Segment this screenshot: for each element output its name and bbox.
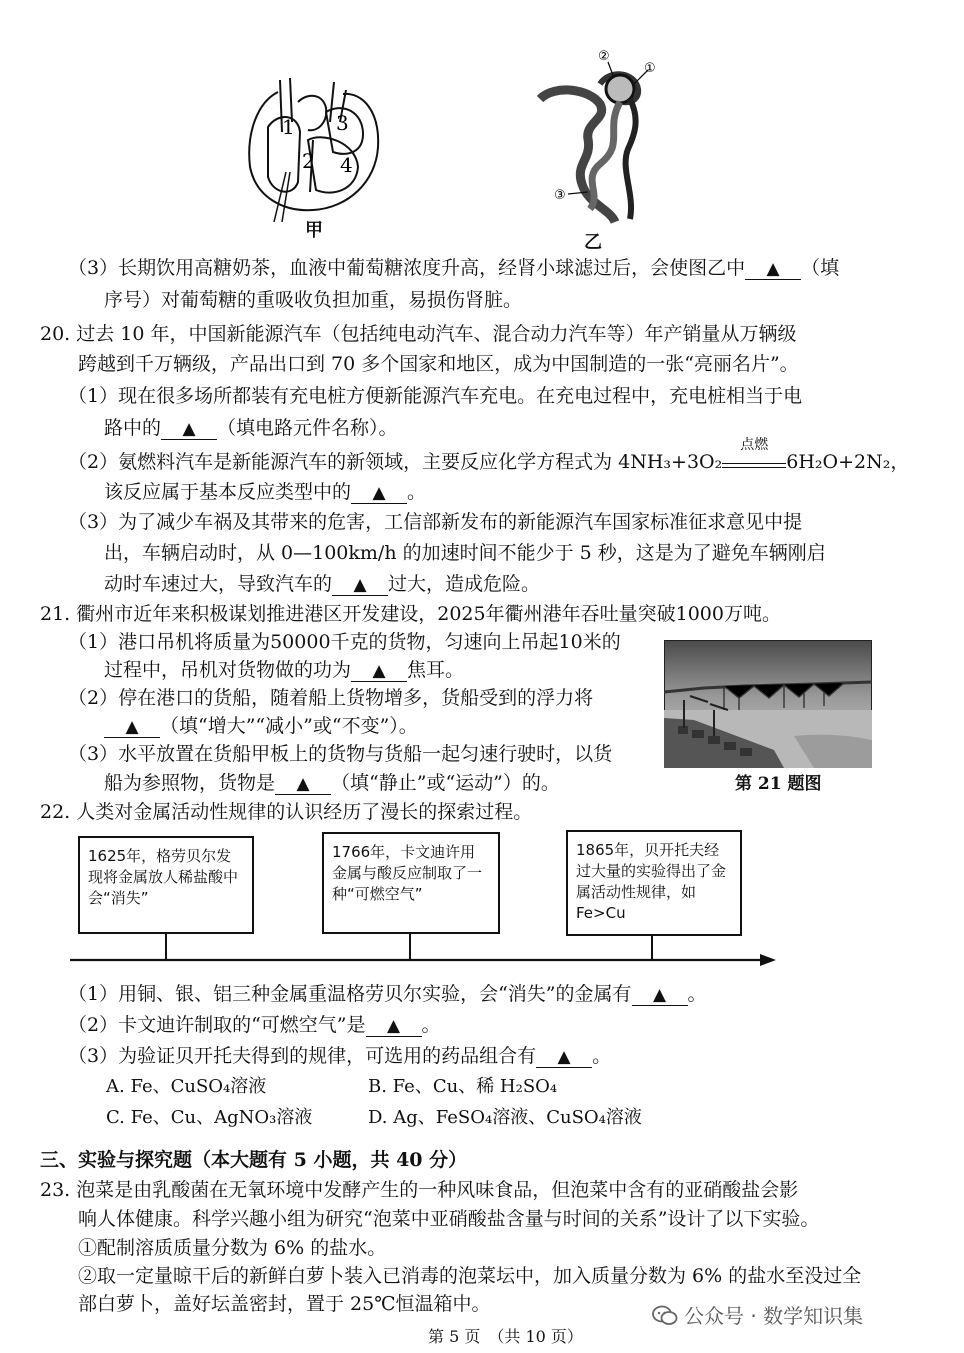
- q22-2: （2）卡文迪许制取的“可燃空气”是 ▲ 。: [68, 1014, 441, 1036]
- q20-stem-1: 20. 过去 10 年，中国新能源汽车（包括纯电动汽车、混合动力汽车等）年产销量从万辆级: [40, 323, 797, 345]
- section-title: 三、实验与探究题（本大题有 5 小题，共 40 分）: [40, 1149, 468, 1171]
- q20-stem-2: 跨越到千万辆级，产品出口到 70 多个国家和地区，成为中国制造的一张“亮丽名片”。: [78, 353, 799, 375]
- q22-1: （1）用铜、银、铝三种金属重温格劳贝尔实验，会“消失”的金属有 ▲ 。: [68, 983, 707, 1005]
- q19-3-line-2: 序号）对葡萄糖的重吸收负担加重，易损伤肾脏。: [104, 289, 523, 311]
- heart-chamber-4: 4: [340, 153, 353, 177]
- option-a[interactable]: A. Fe、CuSO₄溶液: [106, 1076, 267, 1097]
- option-b[interactable]: B. Fe、Cu、稀 H₂SO₄: [368, 1076, 558, 1097]
- q23-step-2-line-2: 部白萝卜，盖好坛盖密封，置于 25℃恒温箱中。: [78, 1293, 491, 1315]
- q21-2-line-1: （2）停在港口的货船，随着船上货物增多，货船受到的浮力将: [68, 687, 594, 709]
- heart-chamber-2: 2: [302, 149, 315, 173]
- reaction-condition: 点燃: [740, 437, 769, 453]
- q20-3-line-2: 出，车辆启动时，从 0—100km/h 的加速时间不能少于 5 秒，这是为了避免车辆刚启: [104, 542, 826, 564]
- q20-2-line-2: 该反应属于基本反应类型中的 ▲ 。: [104, 481, 427, 503]
- q23-stem-1: 23. 泡菜是由乳酸菌在无氧环境中发酵产生的一种风味食品，但泡菜中含有的亚硝酸盐会影: [40, 1179, 799, 1201]
- heart-chamber-1: 1: [282, 115, 295, 139]
- q21-3-line-2: 船为参照物，货物是 ▲ （填“静止”或“运动”）的。: [104, 772, 560, 794]
- option-d[interactable]: D. Ag、FeSO₄溶液、CuSO₄溶液: [368, 1107, 642, 1128]
- timeline-axis: [60, 930, 780, 970]
- timeline-box-1865: 1865年，贝开托夫经过大量的实验得出了金属活动性规律，如Fe>Cu: [566, 830, 742, 936]
- kidney-marker-3: ③: [554, 188, 566, 203]
- q23-stem-2: 响人体健康。科学兴趣小组为研究“泡菜中亚硝酸盐含量与时间的关系”设计了以下实验。: [78, 1208, 820, 1230]
- heart-diagram: [238, 72, 388, 222]
- answer-blank[interactable]: ▲: [161, 418, 217, 440]
- q20-1-line-1: （1）现在很多场所都装有充电桩方便新能源汽车充电。在充电过程中，充电桩相当于电: [68, 385, 803, 407]
- q23-step-1: ①配制溶质质量分数为 6% 的盐水。: [78, 1237, 387, 1259]
- q21-2-line-2: ▲ （填“增大”“减小”或“不变”）。: [104, 714, 418, 738]
- q21-3-line-1: （3）水平放置在货船甲板上的货物与货船一起匀速行驶时，以货: [68, 743, 613, 765]
- page-footer: 第 5 页 （共 10 页）: [428, 1327, 583, 1346]
- kidney-nephron-diagram: [520, 44, 670, 224]
- q23-step-2-line-1: ②取一定量晾干后的新鲜白萝卜装入已消毒的泡菜坛中，加入质量分数为 6% 的盐水至没过全: [78, 1265, 862, 1287]
- answer-blank[interactable]: ▲: [275, 773, 331, 795]
- kidney-figure-label: 乙: [584, 232, 602, 253]
- q22-stem: 22. 人类对金属活动性规律的认识经历了漫长的探索过程。: [40, 801, 533, 823]
- answer-blank[interactable]: ▲: [104, 716, 160, 738]
- q21-1-line-1: （1）港口吊机将质量为50000千克的货物，匀速向上吊起10米的: [68, 631, 621, 653]
- option-c[interactable]: C. Fe、Cu、AgNO₃溶液: [106, 1107, 313, 1128]
- timeline-box-1625: 1625年，格劳贝尔发现将金属放人稀盐酸中会“消失”: [78, 836, 254, 934]
- answer-blank[interactable]: ▲: [745, 258, 801, 280]
- q20-2-line-1: （2）氨燃料汽车是新能源汽车的新领域，主要反应化学方程式为 4NH₃+3O₂ 点燃 6H₂O+2N₂，: [68, 450, 909, 474]
- q19-3-line-1: （3）长期饮用高糖奶茶，血液中葡萄糖浓度升高，经肾小球滤过后，会使图乙中 ▲ （填: [68, 257, 840, 279]
- q20-1-line-2: 路中的 ▲ （填电路元件名称）。: [104, 417, 398, 439]
- answer-blank[interactable]: ▲: [536, 1046, 592, 1068]
- answer-blank[interactable]: ▲: [351, 482, 407, 504]
- q21-stem: 21. 衢州市近年来积极谋划推进港区开发建设，2025年衢州港年吞吐量突破1000万吨。: [40, 603, 781, 625]
- port-figure-caption: 第 21 题图: [735, 774, 822, 794]
- q21-1-line-2: 过程中，吊机对货物做的功为 ▲ 焦耳。: [104, 659, 465, 681]
- kidney-marker-1: ①: [644, 61, 656, 76]
- port-photo: [664, 640, 872, 768]
- watermark: 公众号 · 数学知识集: [652, 1300, 863, 1329]
- heart-figure-label: 甲: [305, 220, 323, 241]
- q20-3-line-1: （3）为了减少车祸及其带来的危害，工信部新发布的新能源汽车国家标准征求意见中提: [68, 511, 803, 533]
- answer-blank[interactable]: ▲: [351, 660, 407, 682]
- q22-3: （3）为验证贝开托夫得到的规律，可选用的药品组合有 ▲ 。: [68, 1045, 612, 1067]
- timeline-box-1766: 1766年，卡文迪许用金属与酸反应制取了一种“可燃空气”: [322, 832, 500, 934]
- kidney-marker-2: ②: [598, 49, 610, 64]
- wechat-icon: [652, 1305, 678, 1327]
- heart-chamber-3: 3: [336, 111, 349, 135]
- answer-blank[interactable]: ▲: [332, 574, 388, 596]
- q20-3-line-3: 动时车速过大，导致汽车的 ▲ 过大，造成危险。: [104, 573, 541, 595]
- answer-blank[interactable]: ▲: [366, 1015, 422, 1037]
- answer-blank[interactable]: ▲: [632, 984, 688, 1006]
